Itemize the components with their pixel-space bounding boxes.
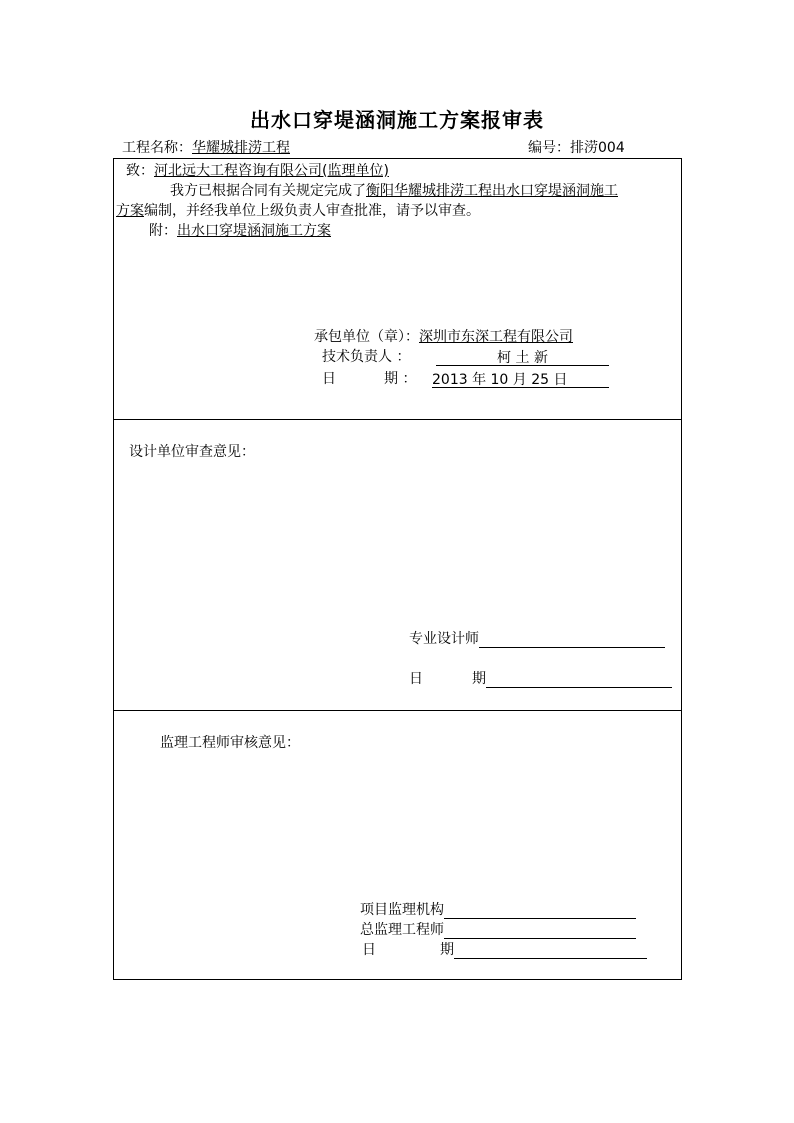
form-number-row <box>528 138 625 158</box>
project-name-row <box>122 138 290 158</box>
contractor-label: 承包单位（章）： <box>314 329 419 345</box>
supervision-opinion-label: 监理工程师审核意见： <box>160 735 300 751</box>
submit-date: 2013 年 10 月 25 日 <box>432 371 609 388</box>
addressee-line <box>126 162 389 180</box>
contractor-value: 深圳市东深工程有限公司 <box>419 329 573 345</box>
design-date-line <box>472 670 672 688</box>
table-top-border <box>113 158 682 159</box>
tech-label: 技术负责人 ： <box>322 349 411 365</box>
designer-line <box>409 630 665 648</box>
row-divider-2 <box>113 710 682 711</box>
chief-engineer-field <box>444 922 636 939</box>
project-label: 工程名称： <box>122 140 192 156</box>
design-date-label-2: 期 <box>472 671 486 687</box>
form-title: 出水口穿堤涵洞施工方案报审表 <box>250 108 544 132</box>
attachment-line <box>149 222 331 240</box>
body-line-1 <box>170 182 618 200</box>
supervision-org: 河北远大工程咨询有限公司(监理单位) <box>154 163 389 179</box>
body-line-2 <box>116 202 480 220</box>
tech-lead-name: 柯 土 新 <box>436 349 609 366</box>
supervision-org-field <box>444 902 636 919</box>
design-date-field <box>486 671 672 688</box>
number-label: 编号： <box>528 140 570 156</box>
tech-lead-line <box>322 348 410 366</box>
row-divider-1 <box>113 419 682 420</box>
table-right-border <box>681 158 682 980</box>
tech-lead-field <box>436 348 609 366</box>
supervision-date-label-2: 期 <box>440 942 454 958</box>
attach-value: 出水口穿堤涵洞施工方案 <box>177 223 331 239</box>
supervision-org-label: 项目监理机构 <box>360 902 444 918</box>
number-value: 排涝004 <box>570 140 625 156</box>
date-label-2: 期 ： <box>384 371 417 387</box>
to-prefix: 致： <box>126 163 154 179</box>
date-field <box>432 370 609 388</box>
supervision-date-field <box>454 942 647 959</box>
body-project-name-cont: 方案 <box>116 203 144 219</box>
date-label-1: 日 <box>322 371 336 387</box>
contractor-line <box>314 328 573 346</box>
table-left-border <box>113 158 114 980</box>
supervision-date-line <box>440 941 647 959</box>
chief-engineer-line <box>360 921 636 939</box>
body-part2: 编制，并经我单位上级负责人审查批准，请予以审查。 <box>144 203 480 219</box>
design-opinion-label: 设计单位审查意见： <box>129 444 255 460</box>
designer-signature-field <box>479 631 665 648</box>
body-part1: 我方已根据合同有关规定完成了 <box>170 183 366 199</box>
designer-label: 专业设计师 <box>409 631 479 647</box>
body-project-name: 衡阳华耀城排涝工程出水口穿堤涵洞施工 <box>366 183 618 199</box>
supervision-date-label-1: 日 <box>362 942 376 958</box>
attach-label: 附： <box>149 223 177 239</box>
chief-engineer-label: 总监理工程师 <box>360 922 444 938</box>
project-name: 华耀城排涝工程 <box>192 140 290 156</box>
table-bottom-border <box>113 979 682 980</box>
supervision-org-line <box>360 901 636 919</box>
design-date-label-1: 日 <box>409 671 423 687</box>
